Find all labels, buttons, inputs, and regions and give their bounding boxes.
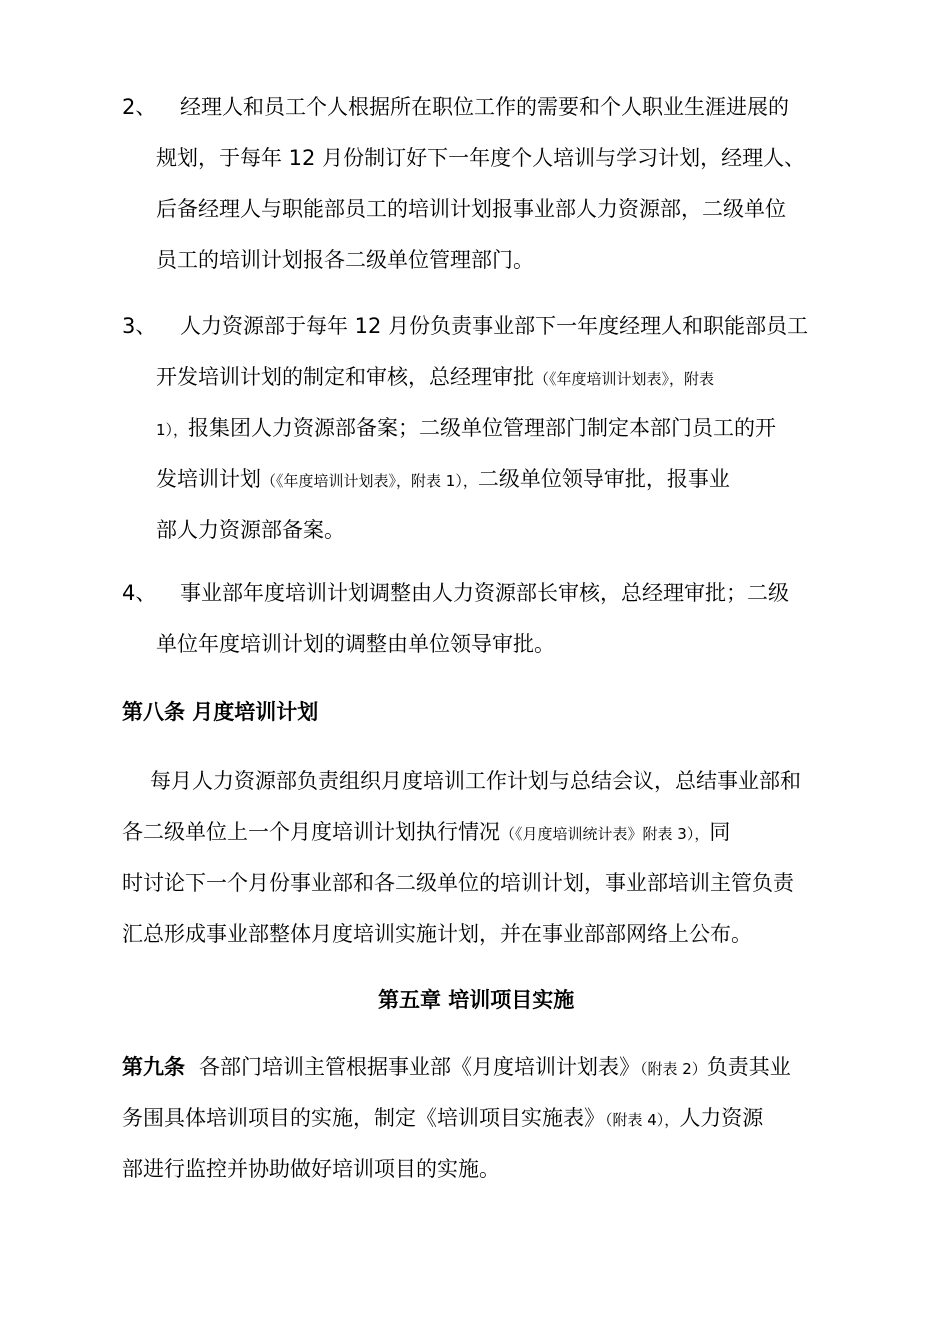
paragraph-line: 汇总形成事业部整体月度培训实施计划，并在事业部部网络上公布。 [122, 922, 752, 946]
paragraph-line [156, 454, 730, 507]
paragraph-line [122, 1093, 763, 1146]
paragraph-line: 单位年度培训计划的调整由单位领导审批。 [156, 632, 555, 656]
list-number: 3、 [122, 314, 157, 338]
reference-note: （附表 2） [640, 1060, 707, 1078]
text-run: 二级单位领导审批，报事业 [477, 467, 730, 491]
reference-note: 1）， [156, 421, 189, 439]
paragraph-line [122, 807, 730, 860]
paragraph-line: 员工的培训计划报各二级单位管理部门。 [156, 248, 534, 272]
list-number: 4、 [122, 581, 157, 605]
list-item-4 [122, 568, 852, 672]
article-heading: 第八条 月度培训计划 [122, 700, 319, 724]
article-label: 第九条 [122, 1055, 185, 1079]
paragraph-line: 人力资源部于每年 12 月份负责事业部下一年度经理人和职能部员工 [180, 314, 809, 338]
paragraph-line [156, 403, 776, 456]
text-run: 各二级单位上一个月度培训计划执行情况 [122, 820, 500, 844]
list-number: 2、 [122, 95, 157, 119]
text-run: 务围具体培训项目的实施，制定《培训项目实施表》 [122, 1106, 605, 1130]
paragraph-line [156, 352, 714, 405]
text-run: 同 [709, 820, 731, 844]
chapter-heading: 第五章 培训项目实施 [378, 988, 575, 1012]
paragraph-line: 部人力资源部备案。 [156, 518, 345, 542]
text-run: 各部门培训主管根据事业部《月度培训计划表》 [199, 1055, 640, 1079]
paragraph-line [122, 1042, 791, 1095]
list-item-2 [122, 82, 852, 292]
paragraph-line: 经理人和员工个人根据所在职位工作的需要和个人职业生涯进展的 [180, 95, 789, 119]
reference-note: （附表 4）， [605, 1111, 680, 1129]
article-9-body [122, 1042, 852, 1202]
paragraph-line: 每月人力资源部负责组织月度培训工作计划与总结会议，总结事业部和 [150, 769, 801, 793]
paragraph-line: 事业部年度培训计划调整由人力资源部长审核，总经理审批；二级 [180, 581, 789, 605]
reference-note: （《月度培训统计表》附表 3）， [500, 825, 710, 843]
paragraph-line: 规划，于每年 12 月份制订好下一年度个人培训与学习计划，经理人、 [156, 146, 806, 170]
text-run: 负责其业 [706, 1055, 791, 1079]
reference-note: （《年度培训计划表》，附表 1）， [261, 472, 478, 490]
text-run: 报集团人力资源部备案；二级单位管理部门制定本部门员工的开 [188, 416, 777, 440]
reference-note: （《年度培训计划表》，附表 [534, 370, 715, 388]
paragraph-line: 部进行监控并协助做好培训项目的实施。 [122, 1157, 500, 1181]
paragraph-line: 后备经理人与职能部员工的培训计划报事业部人力资源部，二级单位 [156, 197, 786, 221]
article-8-body [122, 756, 852, 966]
paragraph-line: 时讨论下一个月份事业部和各二级单位的培训计划，事业部培训主管负责 [122, 871, 794, 895]
text-run: 开发培训计划的制定和审核，总经理审批 [156, 365, 534, 389]
list-item-3 [122, 301, 852, 561]
text-run: 人力资源 [679, 1106, 764, 1130]
text-run: 发培训计划 [156, 467, 261, 491]
